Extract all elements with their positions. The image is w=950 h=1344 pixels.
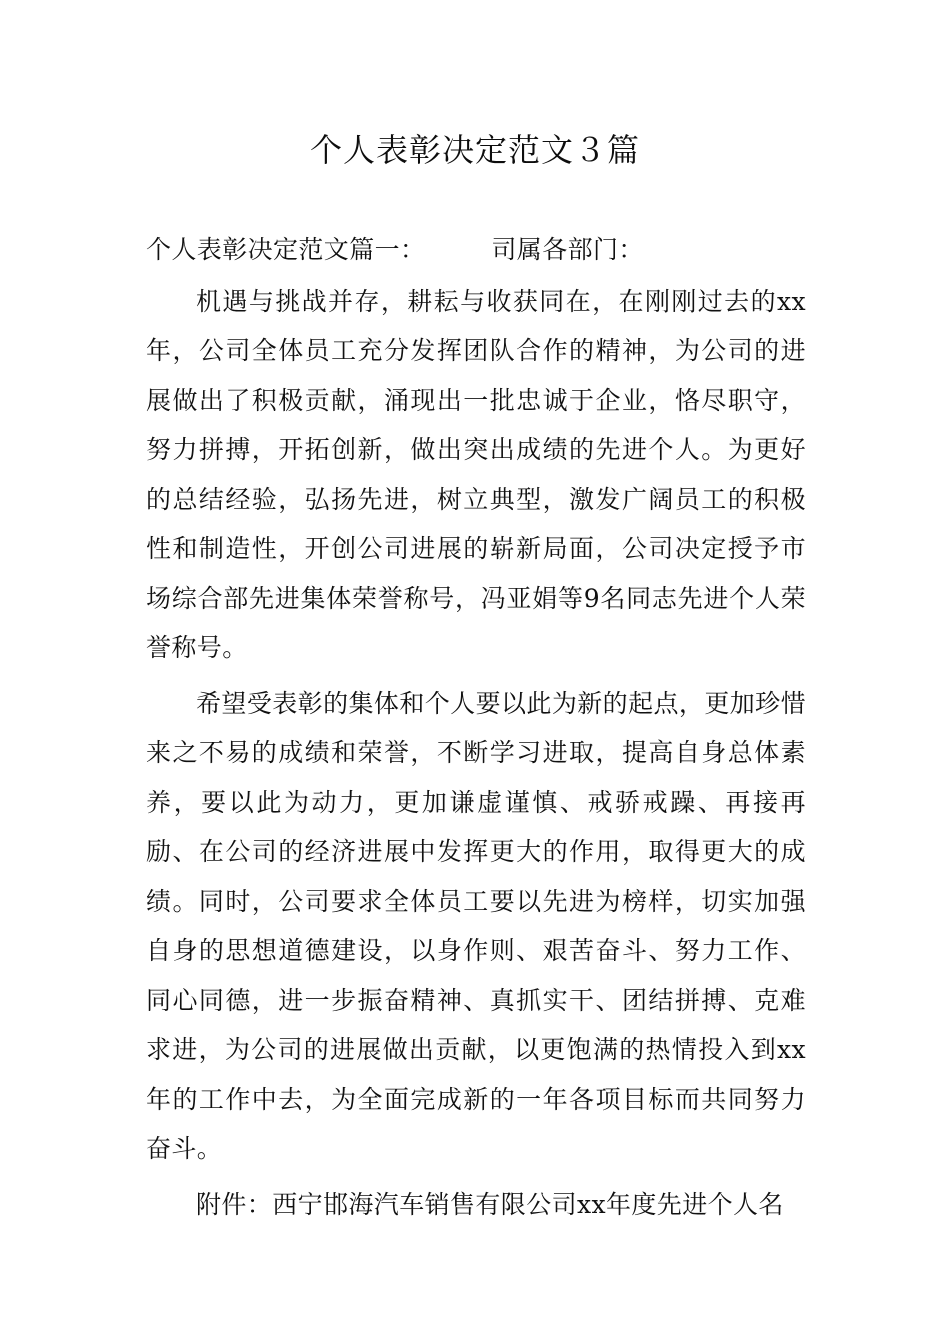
- salutation-line: [146, 225, 806, 275]
- paragraph-2: 希望受表彰的集体和个人要以此为新的起点，更加珍惜来之不易的成绩和荣誉，不断学习进取，提高自身总体素养，要以此为动力，更加谦虚谨慎、戒骄戒躁、再接再励、在公司的经济进展中发挥更大的作用，取得更大的成绩。同时，公司要求全体员工要以先进为榜样，切实加强自身的思想道德建设，以身作则、艰苦奋斗、努力工作、同心同德，进一步振奋精神、真抓实干、团结拼搏、克难求进，为公司的进展做出贡献，以更饱满的热情投入到xx年的工作中去，为全面完成新的一年各项目标而共同努力奋斗。: [146, 688, 806, 1163]
- document-body: [146, 225, 806, 1229]
- paragraph-1: 机遇与挑战并存，耕耘与收获同在，在刚刚过去的xx年，公司全体员工充分发挥团队合作的精神，为公司的进展做出了积极贡献，涌现出一批忠诚于企业，恪尽职守，努力拼搏，开拓创新，做出突出成绩的先进个人。为更好的总结经验，弘扬先进，树立典型，激发广阔员工的积极性和制造性，开创公司进展的崭新局面，公司决定授予市场综合部先进集体荣誉称号，冯亚娟等9名同志先进个人荣誉称号。: [146, 286, 806, 662]
- salutation-recipient: 司属各部门：: [491, 235, 644, 264]
- salutation-label: 个人表彰决定范文篇一：: [146, 235, 426, 264]
- document-title: 个人表彰决定范文３篇: [309, 131, 640, 169]
- paragraph-3: 附件：西宁邯海汽车销售有限公司xx年度先进个人名: [196, 1189, 784, 1219]
